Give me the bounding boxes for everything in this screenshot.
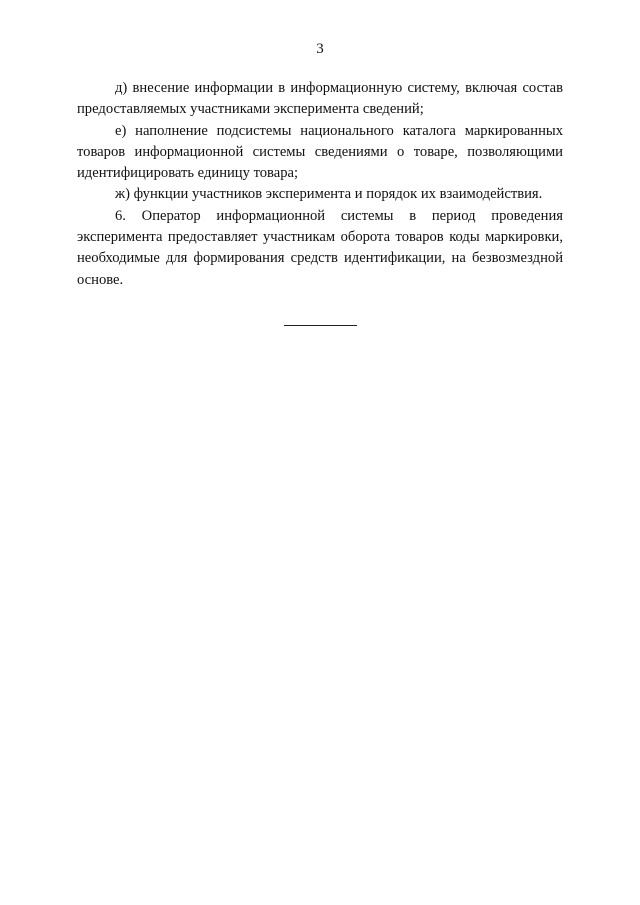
document-body	[77, 78, 563, 291]
paragraph-item-e: е) наполнение подсистемы национального каталога маркированных товаров информационной системы сведениями о товаре, позволяющими идентифицировать единицу товара;	[77, 122, 563, 182]
paragraph-item-d: д) внесение информации в информационную систему, включая состав предоставляемых участниками эксперимента сведений;	[77, 80, 563, 118]
paragraph-clause-6: 6. Оператор информационной системы в период проведения эксперимента предоставляет участникам оборота товаров коды маркировки, необходимые для формирования средств идентификации, на безвозмездной основе.	[77, 207, 563, 288]
page-number: 3	[316, 41, 324, 57]
paragraph-item-zh: ж) функции участников эксперимента и порядок их взаимодействия.	[115, 186, 543, 203]
end-divider-line	[284, 325, 357, 326]
